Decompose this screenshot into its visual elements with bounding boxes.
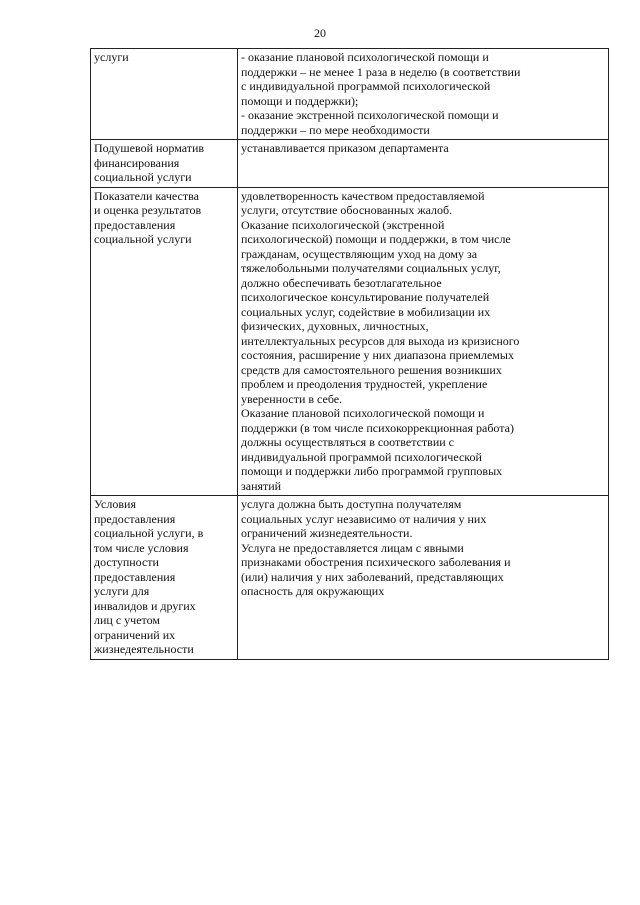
value-text-line: психологическое консультирование получателей: [241, 290, 490, 304]
value-text-line: помощи и поддержки либо программой групповых: [241, 464, 503, 478]
value-text-line: (или) наличия у них заболеваний, представляющих: [241, 569, 504, 584]
value-text-line: поддержки – не менее 1 раза в неделю (в соответствии: [241, 64, 521, 79]
value-text-line: признаками обострения психического заболевания и: [241, 555, 511, 569]
label-text-line: предоставления: [94, 511, 176, 526]
value-text-line: тяжелобольными получателями социальных услуг,: [241, 261, 501, 275]
label-text-line: том числе условия: [94, 540, 189, 555]
label-text-line: предоставления: [94, 217, 176, 232]
value-text-line: должно обеспечивать безотлагательное: [241, 275, 442, 290]
value-text-line: Услуга не предоставляется лицам с явными: [241, 540, 464, 555]
value-text-line: Оказание плановой психологической помощи и: [241, 406, 485, 420]
value-text-line: услуги, отсутствие обоснованных жалоб.: [241, 203, 453, 217]
value-text-line: ограничений жизнедеятельности.: [241, 526, 413, 540]
value-text-line: проблем и преодоления трудностей, укрепление: [241, 377, 488, 391]
quality-indicators-row: [91, 187, 609, 496]
label-text-line: инвалидов и других: [94, 598, 196, 613]
table-cell-value: [238, 49, 609, 140]
value-text-line: социальных услуг независимо от наличия у них: [241, 511, 487, 526]
label-text-line: доступности: [94, 555, 159, 569]
label-text-line: финансирования: [94, 155, 180, 170]
value-text-line: поддержки – по мере необходимости: [241, 122, 430, 137]
services-table: [90, 48, 609, 660]
value-text-line: социальных услуг, содействие в мобилизации их: [241, 304, 491, 319]
label-text-line: Подушевой норматив: [94, 141, 205, 155]
label-text-line: Условия: [94, 497, 136, 511]
value-text-line: состояния, расширение у них диапазона приемлемых: [241, 348, 514, 362]
value-text-line: уверенности в себе.: [241, 391, 343, 406]
table-cell-label: [91, 496, 238, 660]
label-text-line: услуги: [94, 50, 129, 64]
value-text-line: Оказание психологической (экстренной: [241, 217, 445, 232]
value-text-line: помощи и поддержки);: [241, 93, 359, 108]
value-text-line: устанавливается приказом департамента: [241, 141, 449, 155]
value-text-line: поддержки (в том числе психокоррекционная работа): [241, 420, 514, 435]
label-text-line: жизнедеятельности: [94, 642, 194, 656]
table-cell-label: [91, 140, 238, 188]
table-cell-label: [91, 49, 238, 140]
services-frequency-row: [91, 49, 609, 140]
label-text-line: и оценка результатов: [94, 203, 202, 217]
value-text-line: гражданам, осуществляющим уход на дому за: [241, 246, 478, 261]
value-text-line: средств для самостоятельного решения возникших: [241, 362, 502, 377]
label-text-line: социальной услуги: [94, 232, 192, 246]
value-text-line: психологической) помощи и поддержки, в том числе: [241, 232, 511, 246]
value-text-line: занятий: [241, 478, 282, 493]
value-text-line: - оказание плановой психологической помощи и: [241, 50, 489, 64]
value-text-line: физических, духовных, личностных,: [241, 319, 429, 333]
table-body: [91, 49, 609, 660]
table-cell-value: [238, 140, 609, 188]
label-text-line: социальной услуги: [94, 170, 192, 184]
funding-norm-row: [91, 140, 609, 188]
value-text-line: удовлетворенность качеством предоставляемой: [241, 188, 485, 203]
label-text-line: социальной услуги, в: [94, 526, 204, 540]
value-text-line: интеллектуальных ресурсов для выхода из кризисного: [241, 333, 520, 348]
value-text-line: должны осуществляться в соответствии с: [241, 435, 454, 449]
label-text-line: Показатели качества: [94, 188, 199, 203]
table-cell-value: [238, 187, 609, 496]
value-text-line: индивидуальной программой психологической: [241, 449, 482, 464]
label-text-line: лиц с учетом: [94, 613, 160, 627]
table-cell-value: [238, 496, 609, 660]
table-cell-label: [91, 187, 238, 496]
value-text-line: услуга должна быть доступна получателям: [241, 497, 462, 511]
label-text-line: услуги для: [94, 584, 150, 598]
page-number: 20: [314, 26, 326, 40]
accessibility-conditions-row: [91, 496, 609, 660]
value-text-line: - оказание экстренной психологической помощи и: [241, 108, 499, 122]
label-text-line: ограничений их: [94, 627, 176, 642]
value-text-line: опасность для окружающих: [241, 584, 385, 598]
label-text-line: предоставления: [94, 569, 176, 584]
value-text-line: с индивидуальной программой психологической: [241, 79, 491, 93]
